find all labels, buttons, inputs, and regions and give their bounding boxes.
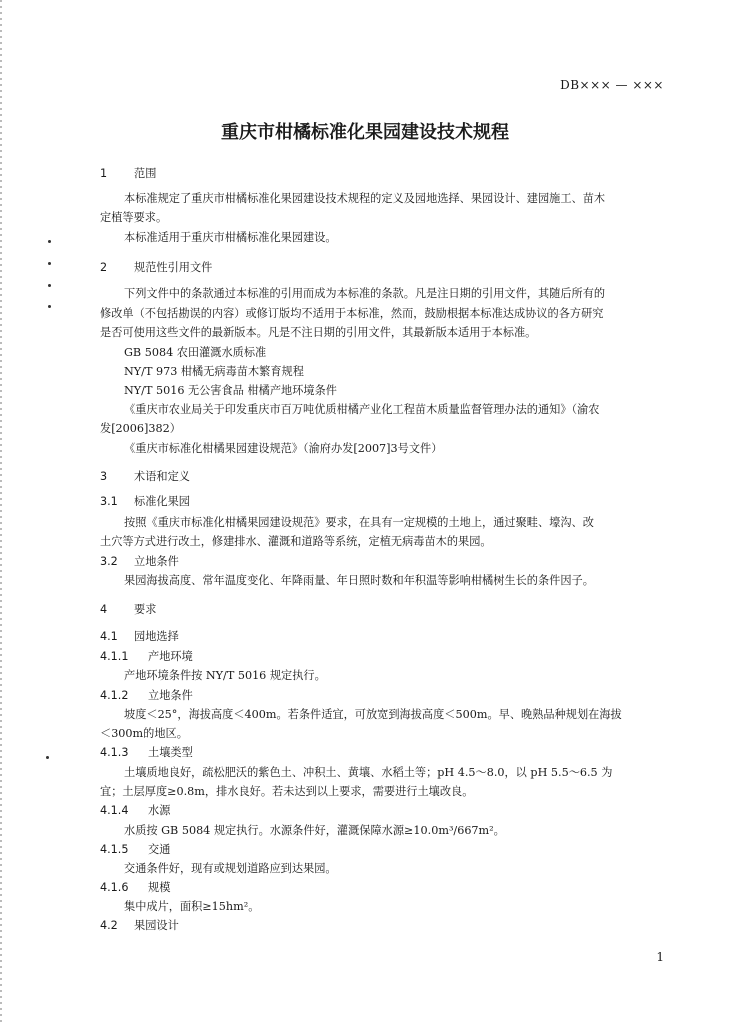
- paragraph-line: 定植等要求。: [100, 211, 168, 224]
- clause-heading: 4.1.4 水源: [100, 804, 171, 817]
- paragraph-line: 本标准适用于重庆市柑橘标准化果园建设。: [124, 231, 337, 244]
- reference-item: 《重庆市农业局关于印发重庆市百万吨优质柑橘产业化工程苗木质量监督管理办法的通知》（渝农: [124, 403, 600, 416]
- clause-heading: 4.1.6 规模: [100, 881, 171, 894]
- paragraph-line: 坡度＜25°，海拔高度＜400m。若条件适宜，可放宽到海拔高度＜500m。早、晚熟品种规划在海拔: [124, 708, 622, 721]
- document-title: 重庆市柑橘标准化果园建设技术规程: [221, 122, 509, 143]
- reference-item: GB 5084 农田灌溉水质标准: [124, 346, 267, 359]
- scan-speck: [48, 305, 51, 308]
- scan-speck: [48, 284, 51, 287]
- paragraph-line: 水质按 GB 5084 规定执行。水源条件好，灌溉保障水源≥10.0m³/667m²。: [124, 824, 505, 837]
- reference-item: NY/T 973 柑橘无病毒苗木繁育规程: [124, 365, 304, 378]
- paragraph-line: 果园海拔高度、常年温度变化、年降雨量、年日照时数和年积温等影响柑橘树生长的条件因子。: [124, 574, 594, 587]
- paragraph-line: 土壤质地良好，疏松肥沃的紫色土、冲积土、黄壤、水稻土等；pH 4.5～8.0，以 pH 5.5～6.5 为: [124, 766, 613, 779]
- section-heading: 1 范围: [100, 167, 157, 180]
- paragraph-line: 交通条件好，现有或规划道路应到达果园。: [124, 862, 337, 875]
- paragraph-line: 是否可使用这些文件的最新版本。凡是不注日期的引用文件，其最新版本适用于本标准。: [100, 326, 537, 339]
- scan-edge: [0, 0, 2, 1024]
- reference-item: 《重庆市标准化柑橘果园建设规范》（渝府办发[2007]3号文件）: [124, 442, 443, 455]
- section-heading: 2 规范性引用文件: [100, 261, 213, 274]
- subsection-heading: 3.2 立地条件: [100, 555, 179, 568]
- reference-item: NY/T 5016 无公害食品 柑橘产地环境条件: [124, 384, 337, 397]
- subsection-heading: 4.2 果园设计: [100, 919, 179, 932]
- paragraph-line: 本标准规定了重庆市柑橘标准化果园建设技术规程的定义及园地选择、果园设计、建园施工、苗木: [124, 192, 606, 205]
- reference-item: 发[2006]382）: [100, 422, 181, 435]
- clause-heading: 4.1.3 土壤类型: [100, 746, 193, 759]
- scan-speck: [48, 240, 51, 243]
- paragraph-line: ＜300m的地区。: [100, 727, 188, 740]
- paragraph-line: 修改单（不包括勘误的内容）或修订版均不适用于本标准，然而，鼓励根据本标准达成协议的各方研究: [100, 307, 604, 320]
- clause-heading: 4.1.1 产地环境: [100, 650, 193, 663]
- subsection-heading: 3.1 标准化果园: [100, 495, 190, 508]
- document-code: DB××× — ×××: [560, 78, 664, 92]
- section-heading: 3 术语和定义: [100, 470, 190, 483]
- clause-heading: 4.1.2 立地条件: [100, 689, 193, 702]
- scan-speck: [46, 756, 49, 759]
- paragraph-line: 按照《重庆市标准化柑橘果园建设规范》要求，在具有一定规模的土地上，通过聚畦、壕沟、改: [124, 516, 594, 529]
- clause-heading: 4.1.5 交通: [100, 843, 171, 856]
- paragraph-line: 下列文件中的条款通过本标准的引用而成为本标准的条款。凡是注日期的引用文件，其随后所有的: [124, 287, 606, 300]
- paragraph-line: 产地环境条件按 NY/T 5016 规定执行。: [124, 669, 326, 682]
- paragraph-line: 集中成片，面积≥15hm²。: [124, 900, 260, 913]
- page-number: 1: [656, 950, 664, 964]
- paragraph-line: 土穴等方式进行改土，修建排水、灌溉和道路等系统，定植无病毒苗木的果园。: [100, 535, 492, 548]
- subsection-heading: 4.1 园地选择: [100, 630, 179, 643]
- section-heading: 4 要求: [100, 603, 157, 616]
- paragraph-line: 宜；土层厚度≥0.8m，排水良好。若未达到以上要求，需要进行土壤改良。: [100, 785, 474, 798]
- scan-speck: [48, 262, 51, 265]
